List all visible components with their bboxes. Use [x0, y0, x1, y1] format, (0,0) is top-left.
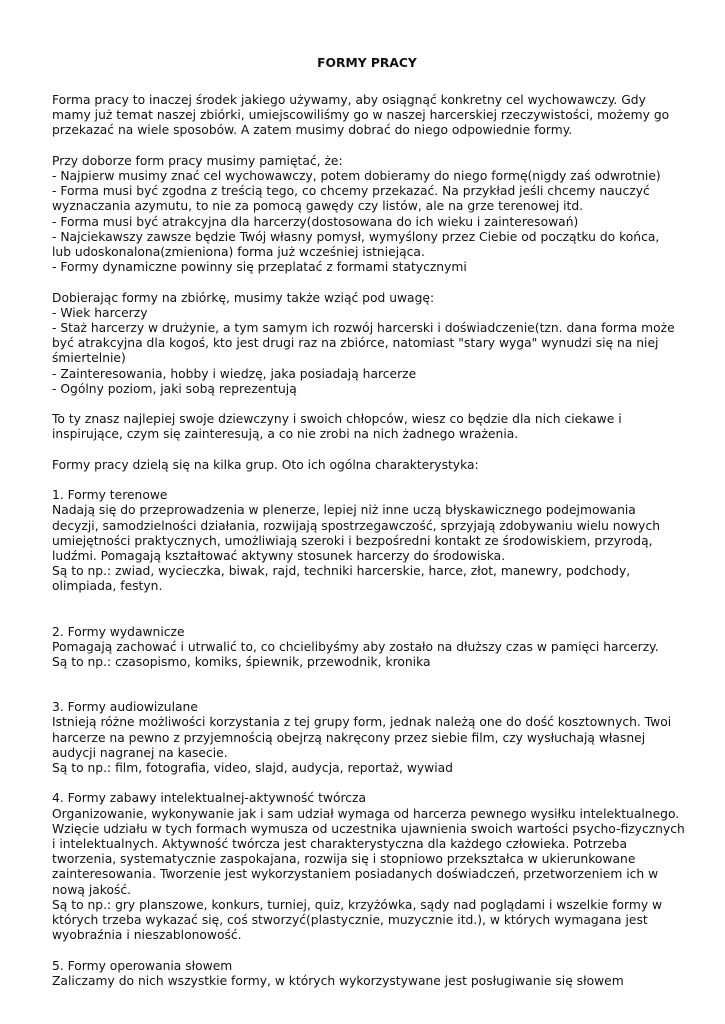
text-line: mamy już temat naszej zbiórki, umiejscowiliśmy go w naszej harcerskiej rzeczywistości, możemy go	[52, 108, 670, 123]
text-line: wyobraźnia i nieszablonowość.	[52, 928, 242, 943]
text-line: Istnieją różne możliwości korzystania z tej grupy form, jednak należą one do dość kosztownych. Twoi	[52, 715, 672, 730]
text-line: być atrakcyjna dla kogoś, kto jest drugi raz na zbiórce, natomiast "stary wyga" wynudzi się na niej	[52, 336, 659, 351]
text-line: Forma pracy to inaczej środek jakiego używamy, aby osiągnąć konkretny cel wychowawczy. Gdy	[52, 93, 646, 107]
text-line: Nadają się do przeprowadzenia w plenerze, lepiej niż inne uczą błyskawicznego podejmowania	[52, 503, 636, 518]
text-line: tworzenia, systematycznie zaspokajana, rozwija się i stopniowo przekształca w ukierunkowane	[52, 852, 636, 867]
text-line: Dobierając formy na zbiórkę, musimy także wziąć pod uwagę:	[52, 290, 435, 305]
document-body	[52, 93, 685, 989]
text-line: audycji nagranej na kasecie.	[52, 745, 228, 760]
text-line: - Formy dynamiczne powinny się przeplatać z formami statycznymi	[52, 260, 467, 275]
text-line: - Zainteresowania, hobby i wiedzę, jaka posiadają harcerze	[52, 366, 417, 381]
text-line: ludźmi. Pomagają kształtować aktywny stosunek harcerzy do środowiska.	[52, 549, 506, 564]
document-page	[52, 55, 685, 1004]
text-line: 4. Formy zabawy intelektualnej-aktywność twórcza	[52, 791, 367, 806]
paragraph	[52, 154, 682, 276]
paragraph	[52, 291, 682, 397]
text-line: Są to np.: gry planszowe, konkurs, turniej, quiz, krzyżówka, sądy nad poglądami i wszelkie formy w	[52, 897, 663, 912]
paragraph	[52, 959, 682, 989]
text-line: 5. Formy operowania słowem	[52, 958, 233, 973]
text-line: olimpiada, festyn.	[52, 579, 163, 594]
paragraph	[52, 93, 682, 139]
text-line: - Forma musi być atrakcyjna dla harcerzy(dostosowana do ich wieku i zainteresowań)	[52, 214, 579, 229]
text-line: - Wiek harcerzy	[52, 305, 148, 320]
text-line: 2. Formy wydawnicze	[52, 624, 185, 639]
text-line: - Najciekawszy zawsze będzie Twój własny pomysł, wymyślony przez Ciebie od początku do końca,	[52, 229, 660, 244]
text-line: Przy doborze form pracy musimy pamiętać, że:	[52, 153, 343, 168]
text-line: - Ogólny poziom, jaki sobą reprezentują	[52, 381, 297, 396]
text-line: Są to np.: zwiad, wycieczka, biwak, rajd, techniki harcerskie, harce, złot, manewry, podchody,	[52, 564, 631, 579]
text-line: Pomagają zachować i utrwalić to, co chcielibyśmy aby zostało na dłuższy czas w pamięci harcerzy.	[52, 639, 659, 654]
paragraph	[52, 488, 682, 594]
text-line: lub udoskonalona(zmieniona) forma już wcześniej istniejąca.	[52, 245, 425, 260]
text-line: Zaliczamy do nich wszystkie formy, w których wykorzystywane jest posługiwanie się słowem	[52, 973, 624, 988]
text-line: i intelektualnych. Aktywność twórcza jest charakterystyczna dla każdego człowieka. Potrzeba	[52, 837, 628, 852]
text-line: Formy pracy dzielą się na kilka grup. Oto ich ogólna charakterystyka:	[52, 457, 479, 472]
text-line: Są to np.: film, fotografia, video, slajd, audycja, reportaż, wywiad	[52, 761, 453, 776]
text-line: których trzeba wykazać się, coś stworzyć(plastycznie, muzycznie itd.), w których wymagana jest	[52, 913, 648, 928]
text-line: Organizowanie, wykonywanie jak i sam udział wymaga od harcerza pewnego wysiłku intelektualnego.	[52, 806, 680, 821]
paragraph	[52, 791, 685, 943]
text-line: - Forma musi być zgodna z treścią tego, co chcemy przekazać. Na przykład jeśli chcemy nauczyć	[52, 184, 650, 199]
text-line: Są to np.: czasopismo, komiks, śpiewnik, przewodnik, kronika	[52, 655, 431, 670]
text-line: 3. Formy audiowizulane	[52, 700, 198, 715]
text-line: decyzji, samodzielności działania, rozwijają spostrzegawczość, sprzyjają zdobywaniu wielu nowych	[52, 518, 660, 533]
paragraph	[52, 458, 682, 473]
paragraph	[52, 625, 682, 671]
text-line: - Najpierw musimy znać cel wychowawczy, potem dobieramy do niego formę(nigdy zaś odwrotnie)	[52, 169, 661, 183]
text-line: To ty znasz najlepiej swoje dziewczyny i swoich chłopców, wiesz co będzie dla nich ciekawe i	[52, 412, 622, 427]
text-line: - Staż harcerzy w drużynie, a tym samym ich rozwój harcerski i doświadczenie(tzn. dana forma może	[52, 321, 675, 336]
text-line: umiejętności praktycznych, umożliwiają szeroki i bezpośredni kontakt ze środowiskiem, przyrodą,	[52, 533, 653, 548]
text-line: nową jakość.	[52, 882, 132, 897]
paragraph	[52, 412, 682, 442]
text-line: zainteresowania. Tworzenie jest wykorzystaniem posiadanych doświadczeń, przetworzeniem ich w	[52, 867, 659, 882]
text-line: Wzięcie udziału w tych formach wymusza od uczestnika ujawnienia swoich wartości psycho-fizycznych	[52, 821, 685, 836]
text-line: 1. Formy terenowe	[52, 488, 168, 503]
text-line: harcerze na pewno z przyjemnością obejrzą nakręcony przez siebie film, czy wysłuchają własnej	[52, 730, 646, 745]
text-line: przekazać na wiele sposobów. A zatem musimy dobrać do niego odpowiednie formy.	[52, 123, 573, 138]
text-line: śmiertelnie)	[52, 351, 126, 366]
text-line: inspirujące, czym się zainteresują, a co nie zrobi na nich żadnego wrażenia.	[52, 427, 519, 442]
document-title: FORMY PRACY	[317, 56, 417, 70]
text-line: wyznaczania azymutu, to nie za pomocą gawędy czy listów, ale na grze terenowej itd.	[52, 199, 584, 214]
paragraph	[52, 700, 682, 776]
